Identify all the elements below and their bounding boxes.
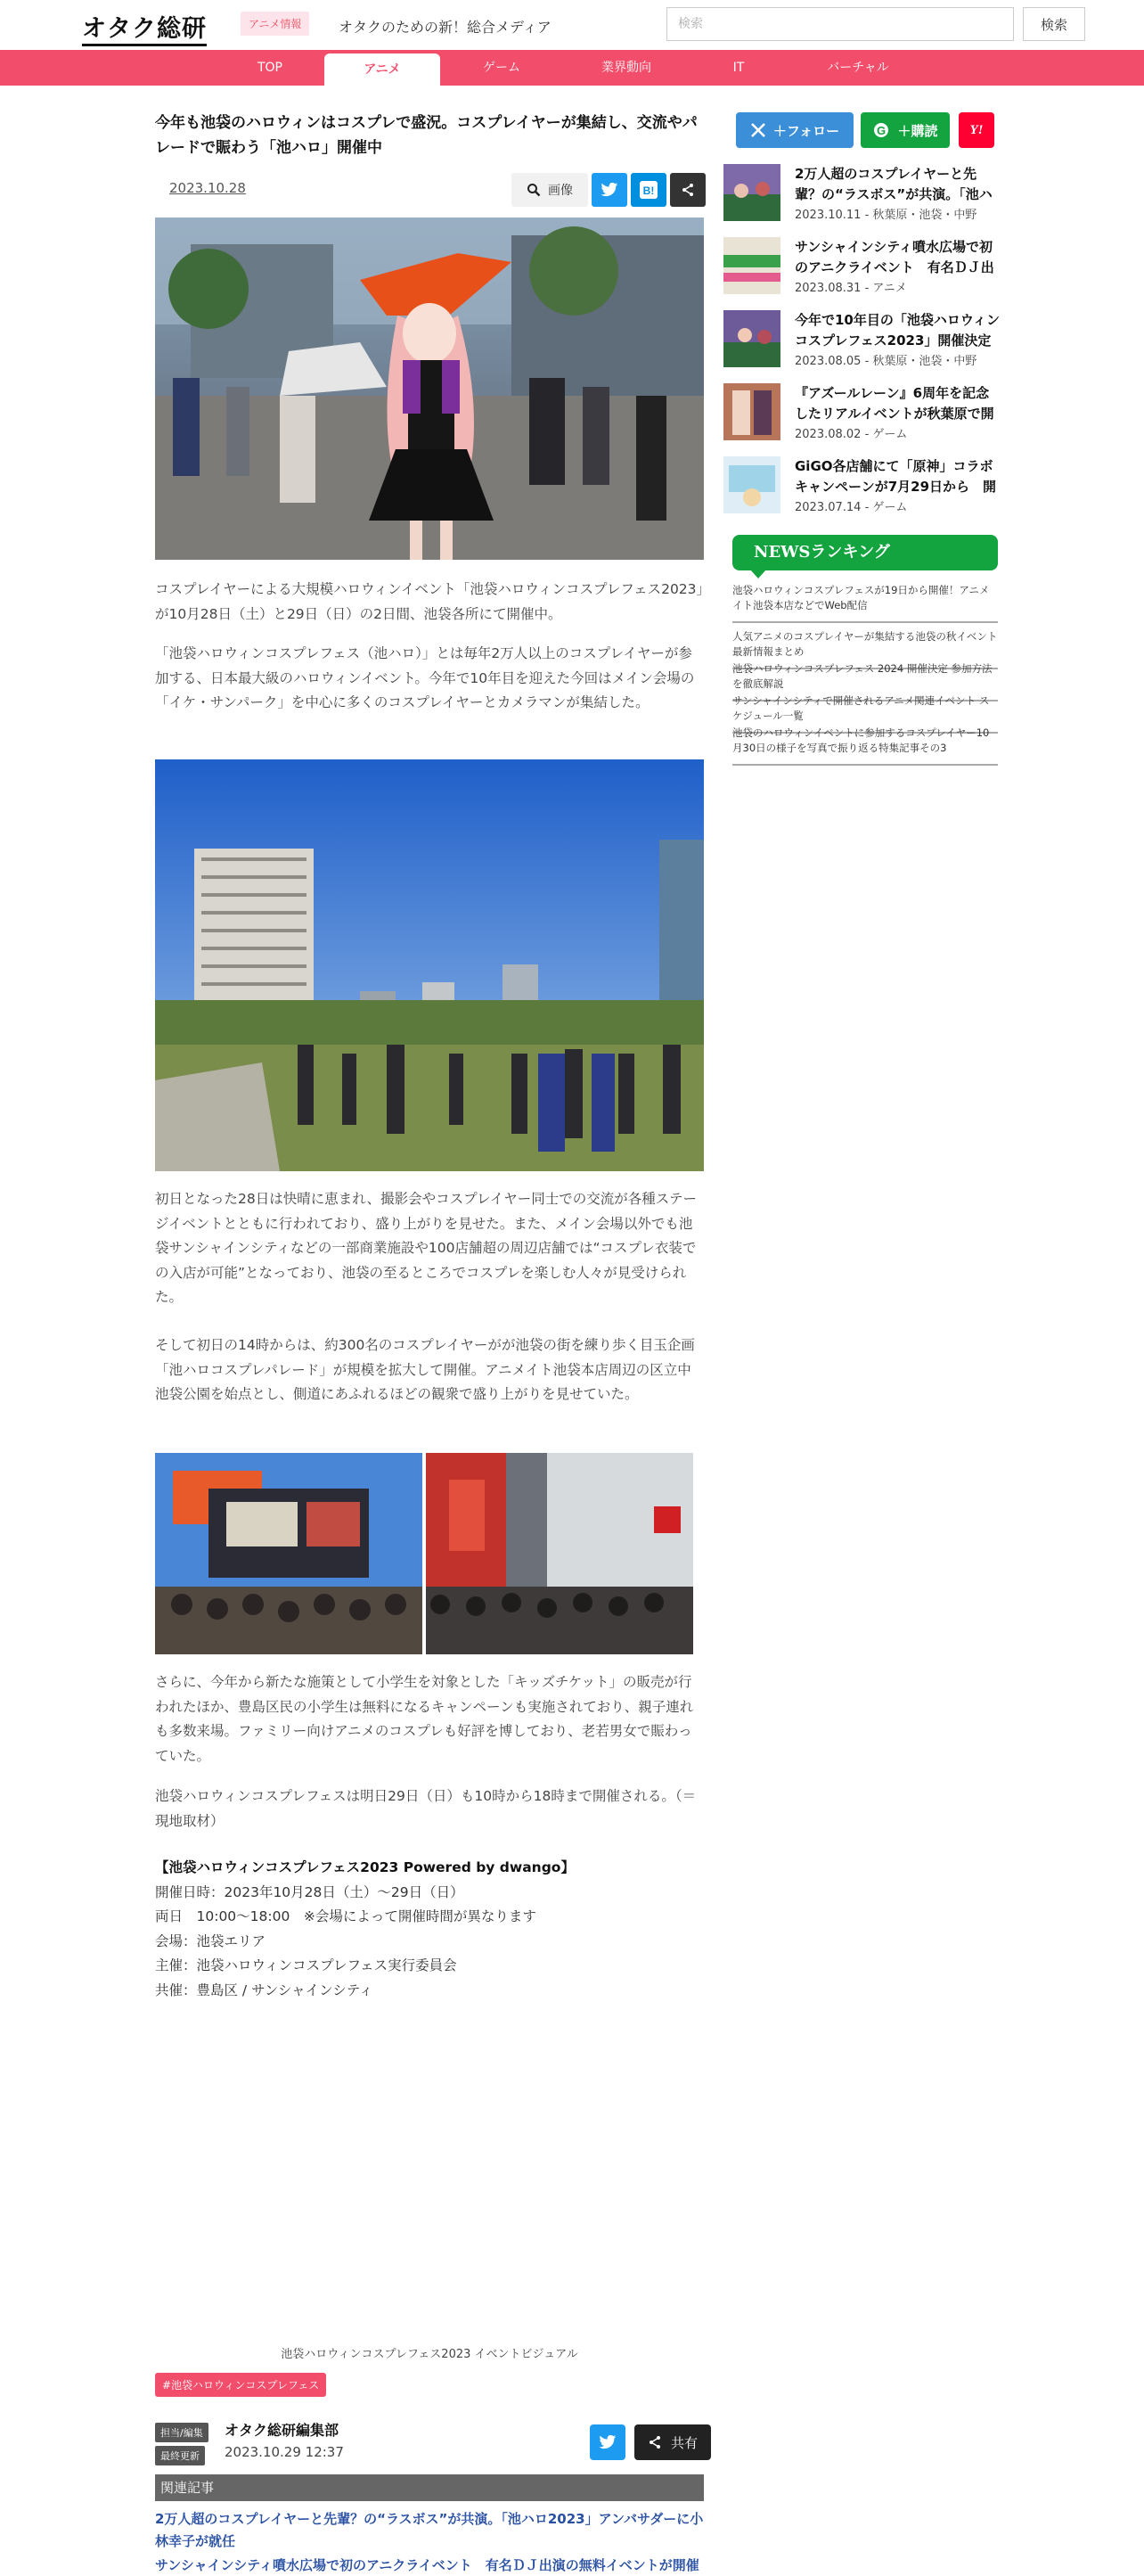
sidebar-article-title: 今年で10年目の「池袋ハロウィンコスプレフェス2023」開催決定 [795,312,1000,349]
updated-label: 最終更新 [155,2446,205,2465]
svg-text:G: G [877,124,887,137]
search-input[interactable] [666,7,1014,41]
related-articles-heading: 関連記事 [155,2474,704,2501]
cosplayer-photo-image [155,217,704,560]
hatena-bookmark-icon [638,179,659,201]
image-button-label: 画像 [548,184,573,198]
nav-item-virtual[interactable]: バーチャル [827,61,889,75]
search-icon [527,183,541,197]
twitter-icon [599,2434,617,2450]
event-info-line: 会場：池袋エリア [155,1932,266,1949]
site-logo[interactable] [82,9,207,44]
article-paragraph: コスプレイヤーによる大規模ハロウィンイベント「池袋ハロウィンコスプレフェス2023」が10月28日（土）と29日（日）の2日間、池袋各所にて開催中。 [155,581,704,622]
article-paragraph: 「池袋ハロウィンコスプレフェス（池ハロ）」とは毎年2万人以上のコスプレイヤーが参加する、日本最大級のハロウィンイベント。今年で10年目を迎えた今回はメイン会場の「イケ・サンパーク」を中心に多くのコスプレイヤーとカメラマンが集結した。 [155,645,695,710]
news-ranking-item[interactable]: 池袋のハロウィンイベントに参加するコスプレイヤー10月30日の様子を写真で振り返る特集記事その3 [732,726,998,766]
related-article-link[interactable]: サンシャインシティ噴水広場で初のアニクライベント 有名ＤＪ出演の無料イベントが開催 [155,2557,699,2573]
share-icon [681,183,695,197]
hatena-bookmark-button[interactable] [631,173,666,207]
twitter-share-button-bottom[interactable] [590,2424,625,2460]
article-paragraph: そして初日の14時からは、約300名のコスプレイヤーがが池袋の街を練り歩く目玉企画「池ハロコスプレパレード」が規模を拡大して開催。アニメイト池袋本店周辺の区立中池袋公園を始点とし、側道にあふれるほどの観衆で盛り上がりを見せていた。 [155,1337,695,1402]
sidebar-article-meta: 2023.10.11 - 秋葉原・池袋・中野 [795,209,977,222]
parade-photo-image [155,1453,693,1654]
image-caption: 池袋ハロウィンコスプレフェス2023 イベントビジュアル [281,2348,578,2361]
sidebar-article-title: 2万人超のコスプレイヤーと先輩？の“ラスボス”が共演。「池ハ [795,166,993,202]
sidebar-article-title: GiGO各店舗にて「原神」コラボキャンペーンが7月29日から 開 [795,458,997,495]
x-logo-icon [750,122,766,138]
sidebar-article-meta: 2023.08.02 - ゲーム [795,428,908,441]
follow-google-label: ＋購読 [897,122,938,139]
event-info [155,1856,704,2003]
search-button[interactable]: 検索 [1023,7,1085,41]
nav-item-industry[interactable]: 業界動向 [601,61,651,75]
sidebar-article-thumbnail [723,383,780,440]
publish-date: 2023.10.28 [169,180,246,196]
updated-date: 2023.10.29 12:37 [225,2444,344,2460]
article-tag[interactable]: #池袋ハロウィンコスプレフェス [155,2373,326,2397]
hero-photo[interactable] [155,217,704,560]
sidebar-article-meta: 2023.08.31 - アニメ [795,282,907,295]
share-icon [648,2435,662,2449]
sidebar-article[interactable] [723,310,1000,373]
site-header [0,0,1144,50]
sidebar-article-title: サンシャインシティ噴水広場で初のアニクライベント 有名ＤＪ出 [795,239,994,275]
sidebar-article-thumbnail [723,456,780,513]
sidebar-article[interactable] [723,164,1000,226]
follow-x-label: ＋フォロー [772,122,840,139]
news-ranking-item[interactable]: 池袋ハロウィンコスプレフェス 2024 開催決定 参加方法を徹底解説 [732,661,998,701]
sidebar-article-title: 『アズールレーン』6周年を記念したリアルイベントが秋葉原で開 [795,385,994,422]
nav-item-top[interactable]: TOP [257,61,282,75]
sidebar-article-meta: 2023.08.05 - 秋葉原・池袋・中野 [795,355,977,368]
article-paragraph: 初日となった28日は快晴に恵まれ、撮影会やコスプレイヤー同士での交流が各種ステージイベントとともに行われており、盛り上がりを見せた。また、メイン会場以外でも池袋サンシャインシティなどの一部商業施設や100店舗超の周辺店舗では“コスプレ衣装での入店が可能”となっており、池袋の至るところでコスプレを楽しむ人々が見受けられた。 [155,1191,697,1305]
event-info-line: 共催：豊島区 / サンシャインシティ [155,1981,373,1998]
article-paragraph: 池袋ハロウィンコスプレフェスは明日29日（日）も10時から18時まで開催される。（＝現地取材） [155,1788,697,1829]
sidebar-article-thumbnail [723,237,780,294]
image-gallery-button[interactable] [511,173,588,207]
news-ranking-heading: NEWSランキング [732,535,998,570]
svg-text:B!: B! [642,185,655,197]
parade-photo-collage[interactable] [155,1453,693,1654]
news-ranking-item[interactable]: 池袋ハロウィンコスプレフェスが19日から開催！アニメイト池袋本店などでWeb配信 [732,583,998,623]
article-paragraph: さらに、今年から新たな施策として小学生を対象とした「キッズチケット」の販売が行われたほか、豊島区民の小学生は無料になるキャンペーンも実施されており、親子連れも多数来場。ファミリー向けアニメのコスプレも好評を博しており、老若男女で賑わっていた。 [155,1674,694,1764]
venue-photo-image [155,759,704,1171]
author-label: 担当/編集 [155,2423,208,2442]
yahoo-icon: Y! [969,122,984,137]
category-badge[interactable]: アニメ情報 [241,12,309,36]
related-article-link[interactable]: 2万人超のコスプレイヤーと先輩？の“ラスボス”が共演。「池ハロ2023」アンバサダーに小林幸子が就任 [155,2511,704,2549]
article-title: 今年も池袋のハロウィンはコスプレで盛況。コスプレイヤーが集結し、交流やパレードで賑わう「池ハロ」開催中 [155,114,698,157]
follow-google-button[interactable] [861,112,950,148]
event-info-title: 【池袋ハロウィンコスプレフェス2023 Powered by dwango】 [155,1859,575,1875]
follow-x-button[interactable] [736,112,854,148]
twitter-share-button[interactable] [592,173,627,207]
event-info-line: 主催：池袋ハロウィンコスプレフェス実行委員会 [155,1957,457,1973]
category-nav [0,50,1144,86]
event-info-line: 両日 10:00〜18:00 ※会場によって開催時間が異なります [155,1908,536,1924]
sidebar-article-thumbnail [723,164,780,221]
logo-text: オタク総研 [82,15,207,46]
sidebar-article[interactable] [723,456,1000,519]
event-info-line: 開催日時：2023年10月28日（土）〜29日（日） [155,1883,464,1900]
site-tagline: オタクのための新！総合メディア [339,19,552,36]
share-button[interactable] [670,173,706,207]
yahoo-button[interactable] [959,112,994,148]
nav-item-game[interactable]: ゲーム [483,61,520,75]
news-ranking-item[interactable]: 人気アニメのコスプレイヤーが集結する池袋の秋イベント最新情報まとめ [732,629,998,669]
sidebar-article-meta: 2023.07.14 - ゲーム [795,501,908,514]
twitter-icon [601,182,618,198]
sidebar-article[interactable] [723,383,1000,446]
news-ranking-item[interactable]: サンシャインシティで開催されるアニメ関連イベント スケジュール一覧 [732,693,998,734]
nav-item-it[interactable]: IT [732,61,745,75]
share-label: 共有 [670,2434,698,2451]
nav-item-anime[interactable]: アニメ [324,53,440,86]
author-name[interactable]: オタク総研編集部 [225,2422,339,2439]
sidebar-article[interactable] [723,237,1000,299]
share-button-bottom[interactable] [634,2424,711,2460]
venue-photo[interactable] [155,759,704,1171]
sidebar-article-thumbnail [723,310,780,367]
google-icon [872,121,890,139]
